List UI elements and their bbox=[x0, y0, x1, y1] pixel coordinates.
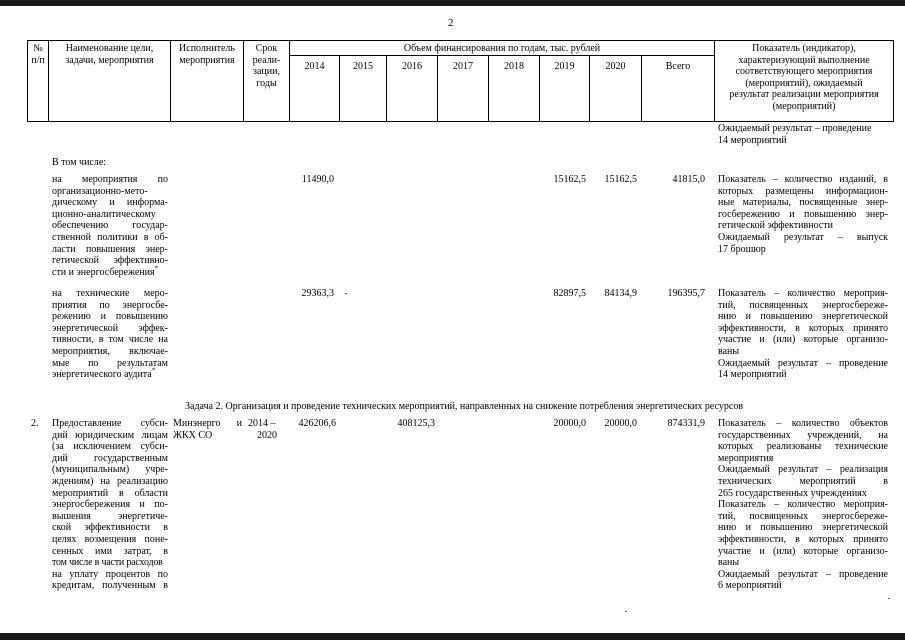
header-year-2016: 2016 bbox=[402, 61, 422, 72]
header-year-2017: 2017 bbox=[453, 61, 473, 72]
header-number: № п/п bbox=[31, 43, 45, 66]
header-year-2019: 2019 bbox=[554, 61, 575, 72]
row-indicator: Показатель – количество объектов государственных учреждений, на которых реализованы технические мероприятия Ожидаемый результат – реализация технических мероприятий в 265 государственных учреждениях Показатель – количество мероприя- тий, посвященных энергосбереже- нию и повышению энергетической эффективности, в которых принято участие и (или) которые организо- ваны Ожидаемый результат – проведение 6 мероприятий bbox=[718, 418, 888, 592]
row-name: на мероприятия по организационно-мето- дическому и информа- ционно-аналитическому обеспечению государ- ственной политики в об- ласти повышения энер- гетической эффективно- сти и энергосбережения* bbox=[52, 174, 168, 278]
value-total: 41815,0 bbox=[672, 174, 705, 185]
header-year-2015: 2015 bbox=[353, 61, 373, 72]
page-number: 2 bbox=[448, 17, 454, 29]
row-indicator: Показатель – количество мероприя- тий, посвященных энергосбереже- нию и повышению энергетической эффективности, в которых принято участие и (или) которые организо- ваны Ожидаемый результат – проведение 14 мероприятий bbox=[718, 288, 888, 381]
value-2020: 15162,5 bbox=[604, 174, 637, 185]
header-indicator: Показатель (индикатор), характеризующий выполнение соответствующего мероприятия (мероприятий), ожидаемый результат реализации мероприятия (мероприятий) bbox=[729, 43, 879, 112]
scan-speck bbox=[345, 293, 347, 294]
including-label: В том числе: bbox=[52, 157, 107, 168]
task2-title: Задача 2. Организация и проведение технических мероприятий, направленных на снижение потребления энергетических ресурсов bbox=[185, 401, 744, 412]
value-2019: 82897,5 bbox=[553, 288, 586, 299]
value-total: 874331,9 bbox=[667, 418, 705, 429]
value-total: 196395,7 bbox=[667, 288, 705, 299]
row-number: 2. bbox=[31, 418, 39, 429]
header-financing: Объем финансирования по годам, тыс. рублей bbox=[403, 43, 601, 54]
value-2019: 15162,5 bbox=[553, 174, 586, 185]
header-year-2018: 2018 bbox=[504, 61, 524, 72]
value-2014: 426206,6 bbox=[298, 418, 336, 429]
value-2020: 84134,9 bbox=[604, 288, 637, 299]
header-year-2020: 2020 bbox=[605, 61, 626, 72]
value-2016: 408125,3 bbox=[397, 418, 435, 429]
top-border bbox=[0, 0, 905, 6]
value-2020: 20000,0 bbox=[604, 418, 637, 429]
header-term: Срок реали- зации, годы bbox=[252, 43, 281, 89]
row-name: на технические меро- приятия по энергосбе- режению и повышению энергетической эффек- тивности, в том числе на мероприятия, включае- мые по результатам энергетического аудита* bbox=[52, 288, 168, 381]
bottom-border bbox=[0, 633, 905, 640]
scan-speck bbox=[625, 611, 627, 612]
value-2014: 29363,3 bbox=[301, 288, 334, 299]
continuation-result: Ожидаемый результат – проведение 14 мероприятий bbox=[718, 123, 872, 146]
row-executor: Минэнерго и ЖКХ СО bbox=[173, 418, 242, 441]
header-name: Наименование цели, задачи, мероприятия bbox=[65, 43, 154, 66]
value-2019: 20000,0 bbox=[553, 418, 586, 429]
row-indicator: Показатель – количество изданий, в которых размещены информацион- ные материалы, посвященные энер- госбережению и повышению энер- гетической эффективности Ожидаемый результат – выпуск 17 брошюр bbox=[718, 174, 888, 255]
value-2014: 11490,0 bbox=[301, 174, 334, 185]
row-name: Предоставление субси- дий юридическим лицам (за исключением субси- дий государственным (муниципальным) учре- ждениям) на реализацию мероприятий в области энергосбережения и по- вышения энергетиче- ской эффективности в целях возмещения поне- сенных ими затрат, в том числе в части расходов на уплату процентов по кредитам, полученным в bbox=[52, 418, 168, 592]
scan-speck bbox=[888, 598, 890, 599]
header-executor: Исполнитель мероприятия bbox=[179, 43, 235, 66]
row-term: 2014 – 2020 bbox=[248, 418, 277, 441]
header-total: Всего bbox=[665, 61, 691, 72]
header-year-2014: 2014 bbox=[304, 61, 325, 72]
